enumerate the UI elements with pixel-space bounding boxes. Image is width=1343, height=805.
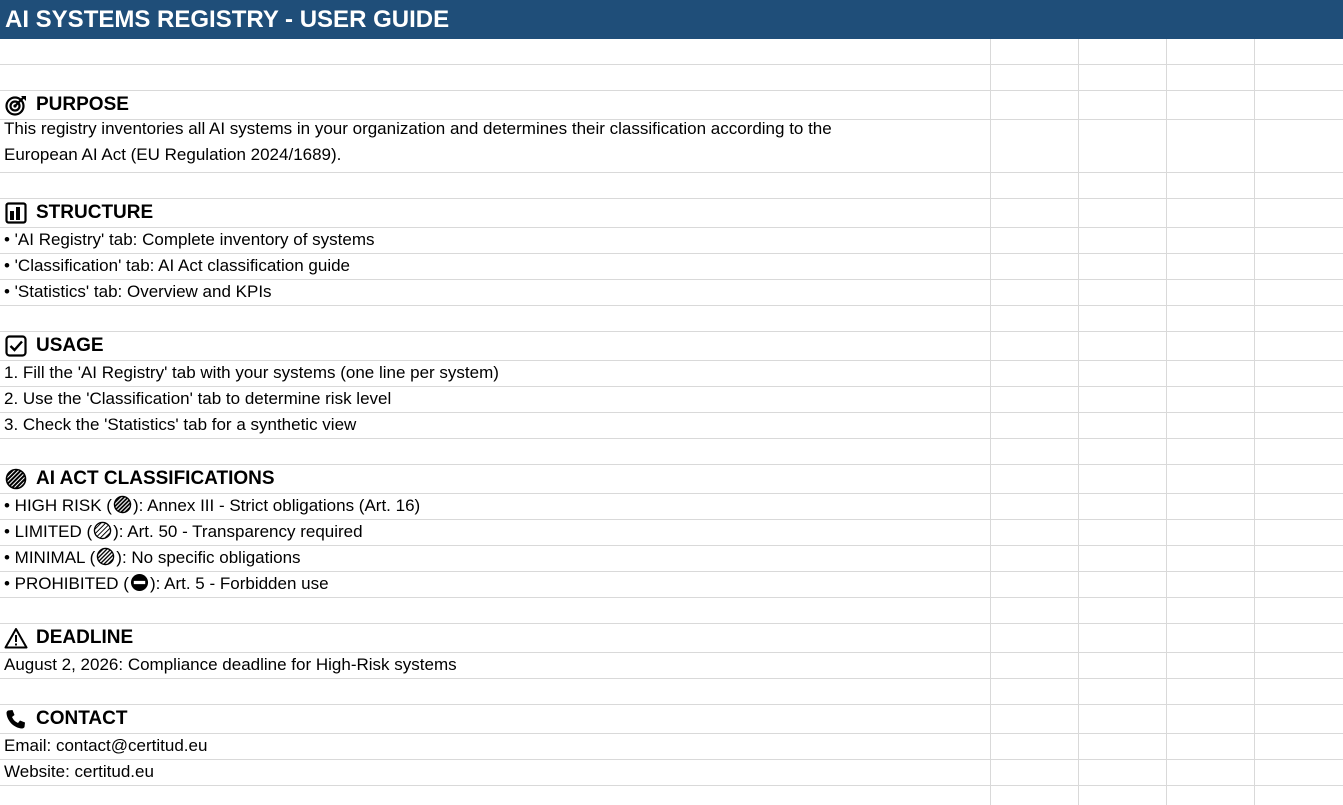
list-item[interactable]	[0, 494, 1343, 520]
classification-limited	[4, 521, 363, 542]
section-heading-row[interactable]	[0, 624, 1343, 653]
empty-row[interactable]	[0, 173, 1343, 199]
usage-heading: USAGE	[4, 335, 104, 357]
text-row[interactable]	[0, 734, 1343, 760]
chart-icon	[4, 202, 28, 224]
classification-minimal	[4, 547, 301, 568]
hatched-circle-medium-icon	[96, 547, 115, 566]
checkbox-icon	[4, 335, 28, 357]
empty-row[interactable]	[0, 439, 1343, 465]
empty-row[interactable]	[0, 65, 1343, 91]
classification-suffix: ): Annex III - Strict obligations (Art. 16)	[132, 496, 421, 515]
usage-line: 3. Check the 'Statistics' tab for a synthetic view	[4, 415, 357, 434]
structure-line: • 'Classification' tab: AI Act classification guide	[4, 256, 351, 275]
structure-heading: STRUCTURE	[4, 202, 153, 224]
empty-row[interactable]	[0, 598, 1343, 624]
list-item[interactable]	[0, 254, 1343, 280]
list-item[interactable]	[0, 546, 1343, 572]
empty-row[interactable]	[0, 306, 1343, 332]
target-icon	[4, 94, 28, 116]
classification-prefix: • HIGH RISK (	[4, 496, 112, 515]
contact-website: Website: certitud.eu	[4, 762, 154, 781]
warning-icon	[4, 627, 28, 649]
classification-suffix: ): Art. 50 - Transparency required	[113, 522, 363, 541]
structure-line: • 'Statistics' tab: Overview and KPIs	[4, 282, 272, 301]
purpose-text: This registry inventories all AI systems in your organization and determines their classification according to the European AI Act (EU Regulation 2024/1689).	[4, 119, 832, 164]
classification-suffix: ): Art. 5 - Forbidden use	[149, 574, 329, 593]
classifications-heading: AI ACT CLASSIFICATIONS	[4, 468, 275, 490]
contact-heading: CONTACT	[4, 708, 127, 730]
list-item[interactable]	[0, 572, 1343, 598]
list-item[interactable]	[0, 361, 1343, 387]
sheet-title: AI SYSTEMS REGISTRY - USER GUIDE	[0, 0, 1343, 39]
classification-prefix: • MINIMAL (	[4, 548, 96, 567]
usage-line: 1. Fill the 'AI Registry' tab with your systems (one line per system)	[4, 363, 499, 382]
section-heading-row[interactable]	[0, 705, 1343, 734]
text-row[interactable]	[0, 653, 1343, 679]
list-item[interactable]	[0, 280, 1343, 306]
phone-icon	[4, 708, 28, 730]
empty-row[interactable]	[0, 679, 1343, 705]
classification-prefix: • PROHIBITED (	[4, 574, 129, 593]
spreadsheet-grid	[0, 39, 1343, 805]
list-item[interactable]	[0, 520, 1343, 546]
purpose-heading: PURPOSE	[4, 94, 129, 116]
list-item[interactable]	[0, 413, 1343, 439]
no-entry-icon	[130, 573, 149, 592]
list-item[interactable]	[0, 387, 1343, 413]
deadline-text: August 2, 2026: Compliance deadline for High-Risk systems	[4, 655, 457, 674]
hatched-circle-light-icon	[93, 521, 112, 540]
section-heading-row[interactable]	[0, 465, 1343, 494]
list-item[interactable]	[0, 228, 1343, 254]
classification-suffix: ): No specific obligations	[116, 548, 301, 567]
text-row[interactable]	[0, 760, 1343, 786]
section-heading-row[interactable]	[0, 199, 1343, 228]
classification-high-risk	[4, 495, 420, 516]
classification-prohibited	[4, 573, 329, 594]
structure-line: • 'AI Registry' tab: Complete inventory of systems	[4, 230, 375, 249]
section-heading-row[interactable]	[0, 332, 1343, 361]
usage-line: 2. Use the 'Classification' tab to determine risk level	[4, 389, 392, 408]
text-row[interactable]	[0, 120, 1343, 173]
hatched-circle-dense-icon	[113, 495, 132, 514]
hatched-circle-icon	[4, 468, 28, 490]
empty-row[interactable]	[0, 39, 1343, 65]
deadline-heading: DEADLINE	[4, 627, 133, 649]
contact-email: Email: contact@certitud.eu	[4, 736, 208, 755]
classification-prefix: • LIMITED (	[4, 522, 93, 541]
